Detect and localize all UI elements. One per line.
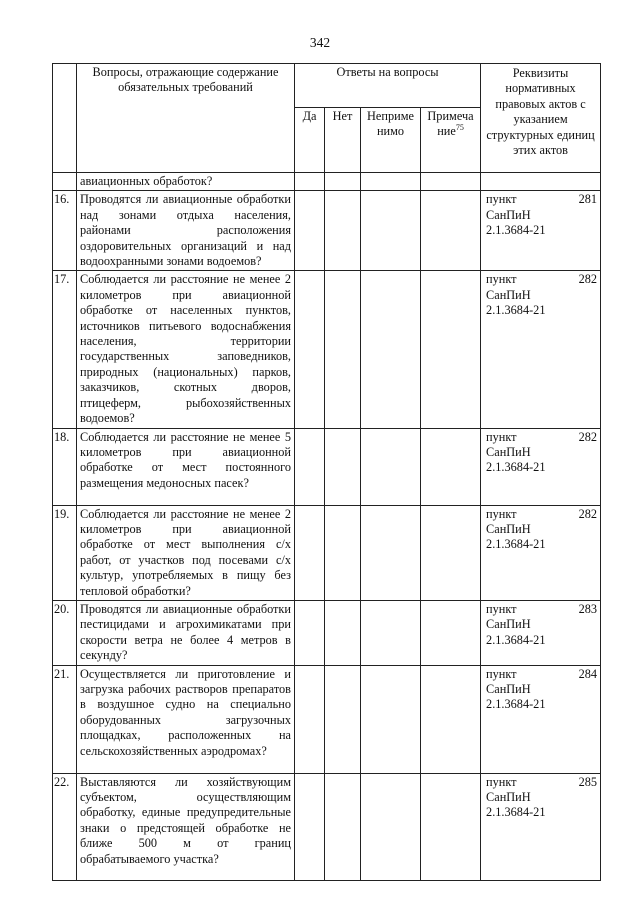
row-number: 19.	[53, 505, 77, 600]
answer-not-applicable-cell[interactable]	[361, 505, 421, 600]
answer-yes-cell[interactable]	[295, 191, 325, 271]
answer-note-cell[interactable]	[421, 505, 481, 600]
answer-yes-cell[interactable]	[295, 505, 325, 600]
answer-no-cell[interactable]	[325, 773, 361, 880]
row-requisites	[481, 271, 601, 428]
answer-no-cell[interactable]	[325, 271, 361, 428]
row-question: Проводятся ли авиационные обработки над зонами отдыха населения, районами расположения оздоровительных организаций и над водоохранными зонами водоемов?	[77, 191, 295, 271]
answer-note-cell[interactable]	[421, 665, 481, 773]
answer-note-cell[interactable]	[421, 600, 481, 665]
ref-line	[486, 507, 597, 522]
ref-doc-number: 2.1.3684-21	[486, 223, 546, 238]
row-question: Соблюдается ли расстояние не менее 5 километров при авиационной обработке от мест постоянного размещения медоносных пасек?	[77, 428, 295, 505]
answer-yes-cell[interactable]	[295, 271, 325, 428]
row-requisites	[481, 428, 601, 505]
header-no: Нет	[325, 108, 361, 173]
table-row	[53, 191, 601, 271]
ref-number: 282	[578, 429, 598, 444]
header-not-applicable: Неприме нимо	[361, 108, 421, 173]
answer-not-applicable-cell[interactable]	[361, 428, 421, 505]
answer-note-cell[interactable]	[421, 271, 481, 428]
answer-yes-cell[interactable]	[295, 600, 325, 665]
row-question: Соблюдается ли расстояние не менее 2 километров при авиационной обработке от населенных пунктов, источников питьевого водоснабжения населения, территории государственных заповедников, природных (национальных) парков, заказчиков, скотных дворов, птицеферм, рыбохозяйственных водоемов?	[77, 271, 295, 428]
ref-doc: СанПиН	[486, 789, 531, 804]
ref-line	[486, 192, 597, 207]
answer-yes-cell[interactable]	[295, 773, 325, 880]
row-number: 16.	[53, 191, 77, 271]
header-yes: Да	[295, 108, 325, 173]
row-requisites	[481, 191, 601, 271]
answer-not-applicable-cell[interactable]	[361, 665, 421, 773]
header-answers: Ответы на вопросы	[295, 64, 481, 108]
row-question: Осуществляется ли приготовление и загрузка рабочих растворов препаратов в воздушное судно на специально оборудованных загрузочных площадках, расположенных на сельскохозяйственных аэродромах?	[77, 665, 295, 773]
ref-word: пункт	[486, 601, 517, 616]
row-number: 21.	[53, 665, 77, 773]
ref-doc-number: 2.1.3684-21	[486, 460, 546, 475]
table-row	[53, 505, 601, 600]
answer-note-cell[interactable]	[421, 428, 481, 505]
answer-no-cell[interactable]	[325, 665, 361, 773]
header-requisites: Реквизиты нормативных правовых актов с указанием структурных единиц этих актов	[481, 64, 601, 173]
ref-word: пункт	[486, 774, 517, 789]
row-number: 20.	[53, 600, 77, 665]
answer-note-cell[interactable]	[421, 773, 481, 880]
ref-number: 281	[578, 192, 598, 207]
ref-doc-number: 2.1.3684-21	[486, 632, 546, 647]
ref-word: пункт	[486, 429, 517, 444]
table-row	[53, 271, 601, 428]
answer-not-applicable-cell[interactable]	[361, 271, 421, 428]
answer-no-cell[interactable]	[325, 191, 361, 271]
ref-number: 284	[578, 666, 598, 681]
ref-line	[486, 775, 597, 790]
answer-no-cell[interactable]	[325, 428, 361, 505]
ref-doc-number: 2.1.3684-21	[486, 303, 546, 318]
ref-doc: СанПиН	[486, 207, 531, 222]
answer-no-cell[interactable]	[325, 505, 361, 600]
row-number: 22.	[53, 773, 77, 880]
header-number-cell	[53, 64, 77, 173]
ref-line	[486, 430, 597, 445]
answer-yes-cell[interactable]	[295, 665, 325, 773]
answer-not-applicable-cell[interactable]	[361, 773, 421, 880]
ref-doc-number: 2.1.3684-21	[486, 537, 546, 552]
ref-word: пункт	[486, 506, 517, 521]
row-question: Выставляются ли хозяйствующим субъектом, осуществляющим обработку, единые предупредительные знаки о предстоящей обработке не ближе 500 м от границ обрабатываемого участка?	[77, 773, 295, 880]
ref-doc-number: 2.1.3684-21	[486, 697, 546, 712]
ref-doc: СанПиН	[486, 444, 531, 459]
ref-doc: СанПиН	[486, 617, 531, 632]
row-requisites	[481, 665, 601, 773]
answer-yes-cell[interactable]	[295, 428, 325, 505]
answer-not-applicable-cell[interactable]	[361, 600, 421, 665]
table-row	[53, 428, 601, 505]
row-question: Проводятся ли авиационные обработки пестицидами и агрохимикатами при скорости ветра не более 4 метров в секунду?	[77, 600, 295, 665]
row-requisites	[481, 600, 601, 665]
continuation-text: авиационных обработок?	[77, 173, 295, 191]
row-requisites	[481, 505, 601, 600]
answer-no-cell[interactable]	[325, 600, 361, 665]
continuation-row	[53, 173, 601, 191]
ref-line	[486, 667, 597, 682]
ref-number: 282	[578, 272, 598, 287]
row-requisites	[481, 773, 601, 880]
continuation-number	[53, 173, 77, 191]
header-note	[421, 108, 481, 173]
ref-word: пункт	[486, 272, 517, 287]
ref-number: 282	[578, 506, 598, 521]
table-row	[53, 600, 601, 665]
ref-doc-number: 2.1.3684-21	[486, 805, 546, 820]
page-number: 342	[309, 35, 331, 50]
ref-number: 283	[578, 601, 598, 616]
ref-doc: СанПиН	[486, 521, 531, 536]
ref-word: пункт	[486, 666, 517, 681]
table-row	[53, 773, 601, 880]
row-number: 18.	[53, 428, 77, 505]
answer-not-applicable-cell[interactable]	[361, 191, 421, 271]
ref-word: пункт	[486, 192, 517, 207]
header-note-text: Примеча ние	[427, 109, 474, 139]
table-body	[53, 64, 601, 881]
ref-doc: СанПиН	[486, 287, 531, 302]
header-questions: Вопросы, отражающие содержание обязательных требований	[77, 64, 295, 173]
ref-number: 285	[578, 774, 598, 789]
ref-doc: СанПиН	[486, 681, 531, 696]
ref-line	[486, 272, 597, 287]
row-number: 17.	[53, 271, 77, 428]
row-question: Соблюдается ли расстояние не менее 2 километров при авиационной обработке от мест выполнения с/х работ, от участков под посевами с/х культур, употребляемых в пищу без тепловой обработки?	[77, 505, 295, 600]
table-row	[53, 665, 601, 773]
ref-line	[486, 602, 597, 617]
answer-note-cell[interactable]	[421, 191, 481, 271]
checklist-table	[52, 63, 601, 881]
header-row	[53, 64, 601, 108]
footnote-mark: 75	[455, 123, 464, 133]
